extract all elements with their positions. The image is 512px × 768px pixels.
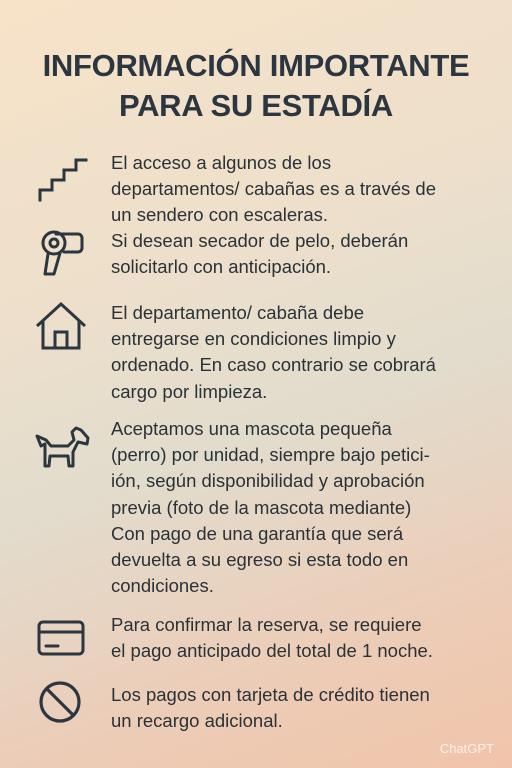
credit-card-icon — [34, 610, 90, 666]
prohibited-icon — [34, 674, 90, 730]
info-text-hair-dryer: Si desean secador de pelo, deberán solicitarlo con anticipación. — [111, 230, 409, 278]
info-text-pets: Aceptamos una mascota pequeña (perro) por unidad, siempre bajo petici- ión, según disponibilidad y aprobación previa (foto de la mascota mediante) Con pago de una garantía que será devuelta a su egreso si esta todo en condiciones. — [111, 418, 430, 597]
hair-dryer-icon — [34, 226, 90, 282]
info-text-card-surcharge: Los pagos con tarjeta de crédito tienen un recargo adicional. — [111, 684, 430, 732]
title-line-2: PARA SU ESTADÍA — [119, 88, 393, 123]
info-text-cleaning: El departamento/ cabaña debe entregarse en condiciones limpio y ordenado. En caso contrario se cobrará cargo por limpieza. — [111, 302, 436, 402]
dog-icon — [34, 422, 90, 478]
title-line-1: INFORMACIÓN IMPORTANTE — [42, 48, 470, 83]
info-text-reservation: Para confirmar la reserva, se requiere el pago anticipado del total de 1 noche. — [111, 614, 433, 662]
stairs-icon — [34, 152, 90, 208]
page-title — [0, 46, 512, 126]
watermark: ChatGPT — [439, 741, 494, 756]
house-icon — [34, 298, 90, 354]
info-text-access: El acceso a algunos de los departamentos/ cabañas es a través de un sendero con escaleras. — [111, 152, 436, 226]
